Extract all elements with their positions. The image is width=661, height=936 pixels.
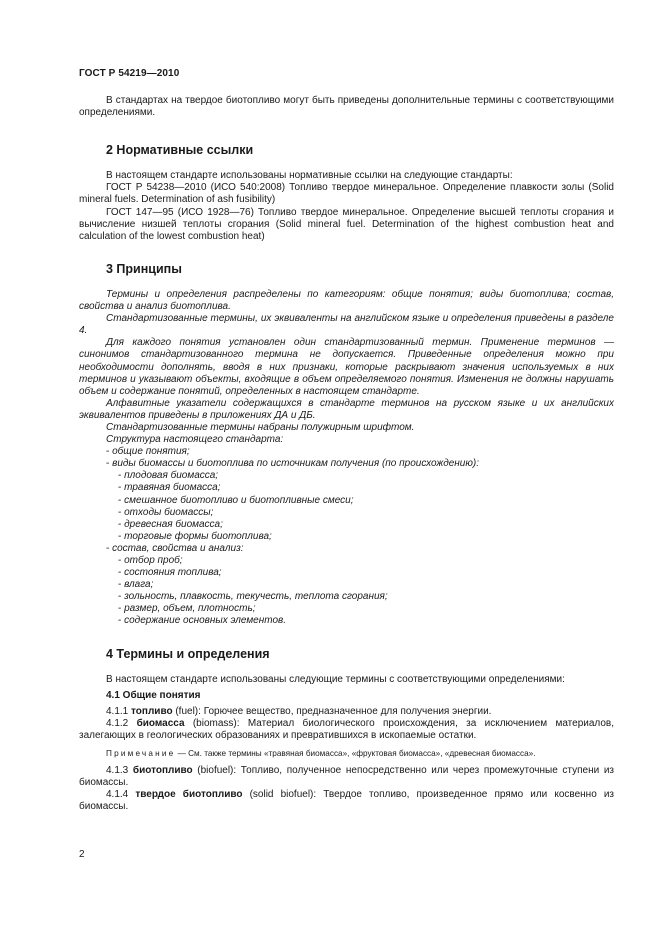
term-definition: (biofuel): Топливо, полученное непосредственно или через промежуточные ступени из биомассы. — [79, 765, 614, 789]
list-item: - торговые формы биотоплива; — [118, 531, 614, 543]
subsection-4-1-title: 4.1 Общие понятия — [106, 689, 201, 701]
list-item: - древесная биомасса; — [118, 519, 614, 531]
term-definition: (biomass): Материал биологического происхождения, за исключением материалов, залегающих в геологических образованиях и превратившихся в ископаемые остатки. — [79, 717, 615, 742]
list-item: - общие понятия; — [106, 446, 614, 458]
list-item: - отбор проб; — [118, 555, 614, 567]
note-label: Примечание — [106, 749, 176, 759]
term-name: биомасса — [136, 717, 185, 729]
principles-paragraph: Термины и определения распределены по категориям: общие понятия; виды биотоплива; состав, свойства и анализ биотоплива. — [79, 288, 614, 313]
structure-lead: Структура настоящего стандарта: — [106, 434, 284, 446]
principles-paragraph: Алфавитные указатели содержащихся в стандарте терминов на русском языке и их английских эквивалентов приведены в приложениях ДА и ДБ. — [79, 397, 614, 421]
section-4-title: 4 Термины и определения — [106, 646, 270, 661]
principles-paragraph: Для каждого понятия установлен один стандартизованный термин. Применение терминов — синонимов стандартизованного термина не допускается. Приведенные определения можно при необходимости дополнять, вводя в них признаки, которые раскрывают значения используемых в них терминов и указывают объекты, входящие в объем определяемого понятия. Изменения не должны нарушать объем и содержание понятий, определенных в настоящем стандарте. — [79, 337, 614, 397]
term-number: 4.1.4 — [106, 789, 129, 801]
note-text: — См. также термины «травяная биомасса», «фруктовая биомасса», «древесная биомасса». — [175, 749, 536, 759]
list-item — [106, 543, 614, 628]
term-number: 4.1.2 — [106, 717, 129, 729]
term-entry-4-1-2 — [79, 718, 614, 742]
list-item: - отходы биомассы; — [118, 507, 614, 519]
list-item: - размер, объем, плотность; — [118, 603, 614, 615]
section-4-intro: В настоящем стандарте использованы следующие термины с соответствующими определениями: — [106, 673, 565, 685]
list-item: - зольность, плавкость, текучесть, теплота сгорания; — [118, 591, 614, 603]
intro-paragraph: В стандартах на твердое биотопливо могут быть приведены дополнительные термины с соответствующими определениями. — [79, 95, 614, 119]
list-item: - состояния топлива; — [118, 567, 614, 579]
term-entry-4-1-1 — [79, 706, 614, 718]
list-item-label: состав, свойства и анализ: — [112, 542, 244, 554]
section-3-title: 3 Принципы — [106, 261, 182, 276]
term-entry-4-1-3 — [79, 765, 614, 789]
list-item — [106, 458, 614, 543]
reference-gost-147: ГОСТ 147—95 (ИСО 1928—76) Топливо твердое минеральное. Определение высшей теплоты сгорания и вычисление низшей теплоты сгорания (Solid mineral fuel. Determination of the highest combustion heat and calculation of the lowest combustion heat) — [79, 206, 614, 242]
section-2-title: 2 Нормативные ссылки — [106, 143, 254, 158]
principles-paragraph: Стандартизованные термины, их эквиваленты на английском языке и определения приведены в разделе 4. — [79, 313, 614, 337]
list-item: - смешанное биотопливо и биотопливные смеси; — [118, 495, 614, 507]
term-name: топливо — [131, 705, 173, 717]
term-name: твердое биотопливо — [135, 789, 243, 801]
list-item: - содержание основных элементов. — [118, 615, 614, 627]
term-number: 4.1.3 — [106, 765, 129, 777]
standard-header: ГОСТ Р 54219—2010 — [79, 68, 180, 79]
term-definition: (fuel): Горючее вещество, предназначенное для получения энергии. — [172, 705, 492, 717]
section-2-intro: В настоящем стандарте использованы нормативные ссылки на следующие стандарты: — [106, 170, 513, 182]
page-number: 2 — [79, 849, 85, 860]
note — [79, 748, 614, 759]
list-item-label: виды биомассы и биотоплива по источникам получения (по происхождению): — [112, 458, 479, 470]
list-item: - травяная биомасса; — [118, 482, 614, 494]
principles-paragraph: Стандартизованные термины набраны полужирным шрифтом. — [106, 421, 415, 433]
term-number: 4.1.1 — [106, 705, 129, 717]
biomass-types-list — [106, 470, 614, 543]
reference-gost-54238: ГОСТ Р 54238—2010 (ИСО 540:2008) Топливо твердое минеральное. Определение плавкости золы (Solid mineral fuels. Determination of ash fusibility) — [79, 182, 614, 206]
page-content — [79, 95, 614, 814]
list-item: - плодовая биомасса; — [118, 470, 614, 482]
structure-list — [79, 446, 614, 627]
term-definition: (solid biofuel): Твердое топливо, произведенное прямо или косвенно из биомассы. — [79, 789, 615, 813]
properties-list — [106, 555, 614, 628]
term-name: биотопливо — [132, 765, 193, 777]
term-entry-4-1-4 — [79, 789, 614, 813]
list-item: - влага; — [118, 579, 614, 591]
